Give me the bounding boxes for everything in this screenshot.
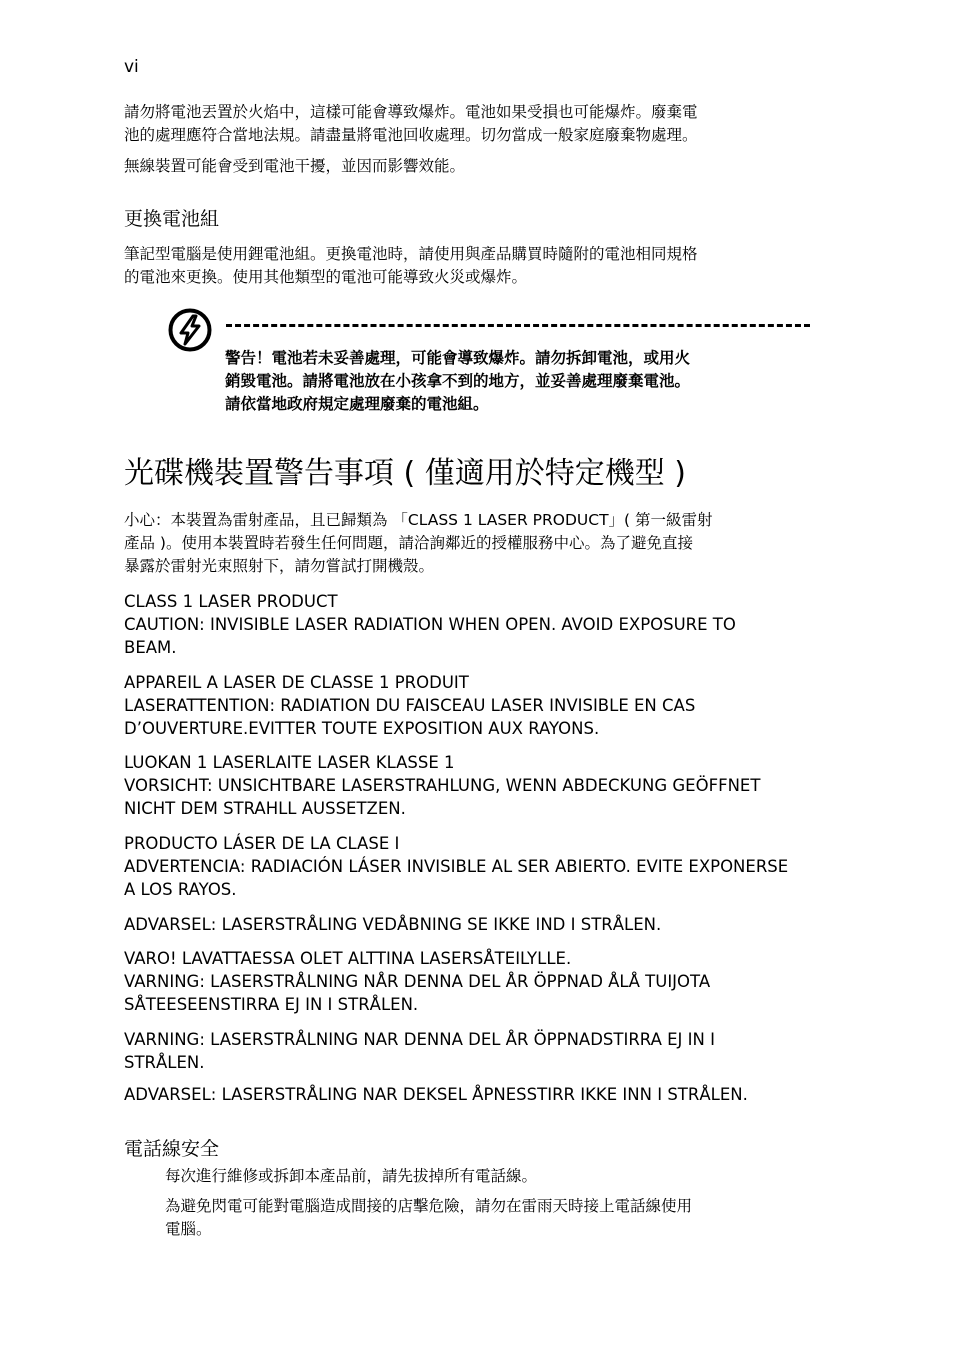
phone-lightning-paragraph bbox=[165, 1195, 815, 1241]
text-line: SÅTEESEENSTIRRA EJ IN I STRÅLEN. bbox=[124, 995, 419, 1014]
text-line: VARNING: LASERSTRÅLNING NAR DENNA DEL ÅR ÖPPNADSTIRRA EJ IN I bbox=[124, 1030, 715, 1049]
text-line: ADVARSEL: LASERSTRÅLING NAR DEKSEL ÅPNESSTIRR IKKE INN I STRÅLEN. bbox=[124, 1085, 748, 1104]
lightning-warning-icon bbox=[167, 307, 213, 353]
text-line: 筆記型電腦是使用鋰電池組。更換電池時，請使用與產品購買時隨附的電池相同規格 bbox=[124, 245, 698, 263]
laser-block-danish bbox=[124, 913, 824, 936]
battery-replace-heading: 更換電池組 bbox=[124, 208, 220, 230]
text-line: 暴露於雷射光束照射下，請勿嘗試打開機殼。 bbox=[124, 557, 435, 575]
text-line: 無線裝置可能會受到電池干擾，並因而影響效能。 bbox=[124, 157, 466, 175]
text-line: STRÅLEN. bbox=[124, 1053, 205, 1072]
optical-drive-heading: 光碟機裝置警告事項 ( 僅適用於特定機型 ) bbox=[124, 456, 687, 491]
text-line: LASERATTENTION: RADIATION DU FAISCEAU LASER INVISIBLE EN CAS bbox=[124, 696, 696, 715]
text-line: PRODUCTO LÁSER DE LA CLASE I bbox=[124, 834, 400, 853]
laser-block-swedish bbox=[124, 1028, 824, 1074]
text-line: VARNING: LASERSTRÅLNING NÅR DENNA DEL ÅR ÖPPNAD ÅLÅ TUIJOTA bbox=[124, 972, 711, 991]
battery-disposal-paragraph bbox=[124, 101, 814, 147]
phone-safety-heading: 電話線安全 bbox=[124, 1138, 220, 1160]
text-line: 小心：本裝置為雷射產品，且已歸類為 「CLASS 1 LASER PRODUCT」( 第一級雷射 bbox=[124, 511, 713, 529]
text-line: D’OUVERTURE.EVITTER TOUTE EXPOSITION AUX RAYONS. bbox=[124, 719, 600, 738]
text-line: VORSICHT: UNSICHTBARE LASERSTRAHLUNG, WENN ABDECKUNG GEÖFFNET bbox=[124, 776, 761, 795]
warning-divider bbox=[226, 324, 810, 327]
wireless-interference-paragraph bbox=[124, 155, 814, 178]
text-line: 警告！電池若未妥善處理，可能會導致爆炸。請勿拆卸電池，或用火 bbox=[225, 349, 691, 367]
text-line: CLASS 1 LASER PRODUCT bbox=[124, 592, 338, 611]
text-line: ADVARSEL: LASERSTRÅLING VEDÅBNING SE IKKE IND I STRÅLEN. bbox=[124, 915, 662, 934]
text-line: 電腦。 bbox=[165, 1220, 212, 1238]
text-line: 每次進行維修或拆卸本產品前，請先拔掉所有電話線。 bbox=[165, 1167, 538, 1185]
text-line: 產品 )。使用本裝置時若發生任何問題，請洽詢鄰近的授權服務中心。為了避免直接 bbox=[124, 534, 693, 552]
text-line: LUOKAN 1 LASERLAITE LASER KLASSE 1 bbox=[124, 753, 455, 772]
battery-warning-text bbox=[225, 347, 690, 416]
text-line: A LOS RAYOS. bbox=[124, 880, 237, 899]
text-line: NICHT DEM STRAHLL AUSSETZEN. bbox=[124, 799, 406, 818]
laser-block-english bbox=[124, 590, 824, 659]
laser-block-finnish-swedish bbox=[124, 947, 824, 1016]
text-line: 請依當地政府規定處理廢棄的電池組。 bbox=[225, 395, 489, 413]
text-line: VARO! LAVATTAESSA OLET ALTTINA LASERSÅTEILYLLE. bbox=[124, 949, 572, 968]
text-line: CAUTION: INVISIBLE LASER RADIATION WHEN OPEN. AVOID EXPOSURE TO bbox=[124, 615, 736, 634]
phone-unplug-paragraph bbox=[165, 1165, 815, 1188]
text-line: ADVERTENCIA: RADIACIÓN LÁSER INVISIBLE AL SER ABIERTO. EVITE EXPONERSE bbox=[124, 857, 789, 876]
laser-caution-paragraph bbox=[124, 509, 814, 578]
laser-block-norwegian bbox=[124, 1083, 824, 1106]
text-line: 請勿將電池丟置於火焰中，這樣可能會導致爆炸。電池如果受損也可能爆炸。廢棄電 bbox=[124, 103, 698, 121]
laser-block-german bbox=[124, 751, 824, 820]
text-line: 的電池來更換。使用其他類型的電池可能導致火災或爆炸。 bbox=[124, 268, 528, 286]
text-line: 為避免閃電可能對電腦造成間接的店擊危險，請勿在雷雨天時接上電話線使用 bbox=[165, 1197, 693, 1215]
battery-replace-paragraph bbox=[124, 243, 814, 289]
text-line: 銷毀電池。請將電池放在小孩拿不到的地方，並妥善處理廢棄電池。 bbox=[225, 372, 691, 390]
text-line: 池的處理應符合當地法規。請盡量將電池回收處理。切勿當成一般家庭廢棄物處理。 bbox=[124, 126, 698, 144]
page-number: vi bbox=[124, 57, 139, 77]
text-line: APPAREIL A LASER DE CLASSE 1 PRODUIT bbox=[124, 673, 469, 692]
text-line: BEAM. bbox=[124, 638, 177, 657]
laser-block-spanish bbox=[124, 832, 824, 901]
laser-block-french bbox=[124, 671, 824, 740]
